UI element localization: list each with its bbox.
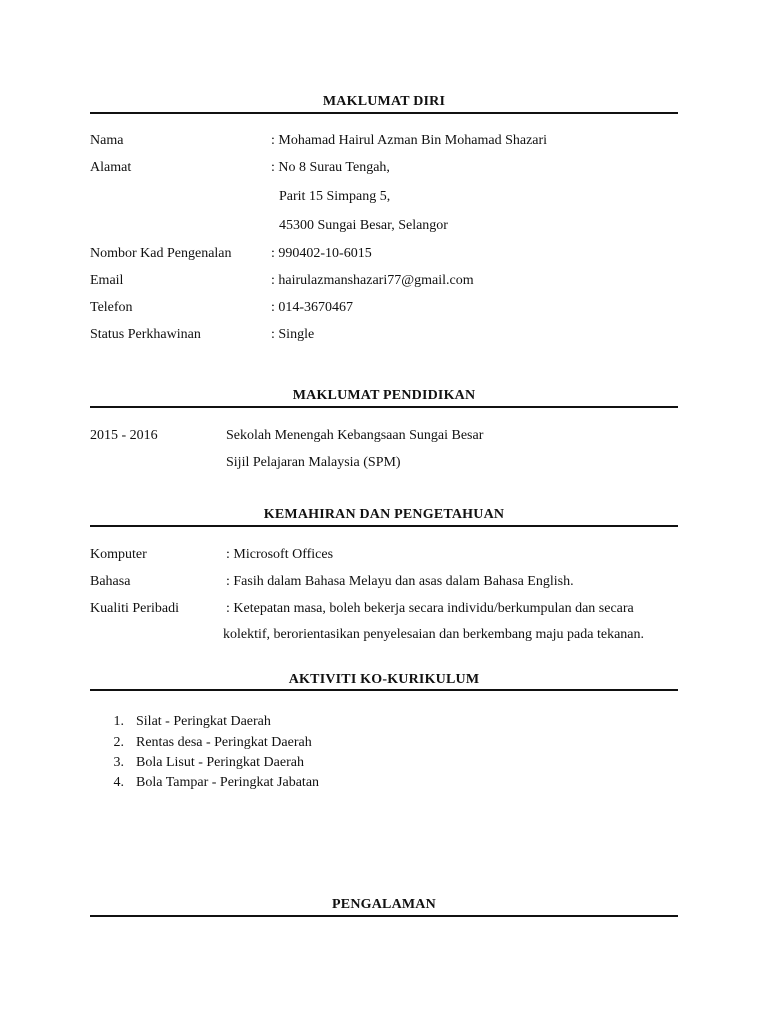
value-bahasa: : Fasih dalam Bahasa Melayu dan asas dalam Bahasa English.: [226, 574, 574, 589]
value-status-perkhawinan: : Single: [271, 327, 315, 342]
section-divider: [90, 689, 678, 691]
list-item-number: 1.: [113, 714, 124, 729]
value-alamat-line1: : No 8 Surau Tengah,: [271, 160, 390, 175]
value-email: : hairulazmanshazari77@gmail.com: [271, 273, 474, 288]
list-item-number: 4.: [113, 775, 124, 790]
education-year: 2015 - 2016: [90, 428, 158, 443]
value-komputer: : Microsoft Offices: [226, 547, 334, 562]
section-heading-pengalaman: PENGALAMAN: [332, 897, 436, 912]
section-divider: [90, 112, 678, 114]
list-item: Silat - Peringkat Daerah: [136, 714, 271, 729]
section-divider: [90, 525, 678, 527]
label-alamat: Alamat: [90, 160, 132, 175]
value-telefon: : 014-3670467: [271, 300, 354, 315]
list-item: Bola Lisut - Peringkat Daerah: [136, 755, 304, 770]
label-kad-pengenalan: Nombor Kad Pengenalan: [90, 246, 232, 261]
list-item: Rentas desa - Peringkat Daerah: [136, 735, 312, 750]
list-item-number: 3.: [113, 755, 124, 770]
section-divider: [90, 915, 678, 917]
list-item-number: 2.: [113, 735, 124, 750]
label-telefon: Telefon: [90, 300, 133, 315]
label-kualiti-peribadi: Kualiti Peribadi: [90, 601, 180, 616]
label-email: Email: [90, 273, 124, 288]
value-alamat-line3: 45300 Sungai Besar, Selangor: [279, 218, 448, 233]
section-heading-kokurikulum: AKTIVITI KO-KURIKULUM: [288, 672, 480, 687]
value-nama: : Mohamad Hairul Azman Bin Mohamad Shazari: [271, 133, 548, 148]
value-kad-pengenalan: : 990402-10-6015: [271, 246, 372, 261]
section-heading-maklumat-diri: MAKLUMAT DIRI: [322, 94, 446, 109]
label-nama: Nama: [90, 133, 124, 148]
section-divider: [90, 406, 678, 408]
value-kualiti-peribadi: : Ketepatan masa, boleh bekerja secara individu/berkumpulan dan secara: [226, 601, 634, 616]
section-heading-kemahiran: KEMAHIRAN DAN PENGETAHUAN: [263, 507, 505, 522]
value-kualiti-peribadi-continuation: kolektif, berorientasikan penyelesaian dan berkembang maju pada tekanan.: [223, 627, 644, 642]
label-komputer: Komputer: [90, 547, 147, 562]
value-alamat-line2: Parit 15 Simpang 5,: [279, 189, 391, 204]
list-item: Bola Tampar - Peringkat Jabatan: [136, 775, 320, 790]
education-school: Sekolah Menengah Kebangsaan Sungai Besar: [226, 428, 484, 443]
section-heading-maklumat-pendidikan: MAKLUMAT PENDIDIKAN: [292, 388, 476, 403]
education-qualification: Sijil Pelajaran Malaysia (SPM): [226, 455, 401, 470]
label-status-perkhawinan: Status Perkhawinan: [90, 327, 201, 342]
label-bahasa: Bahasa: [90, 574, 131, 589]
